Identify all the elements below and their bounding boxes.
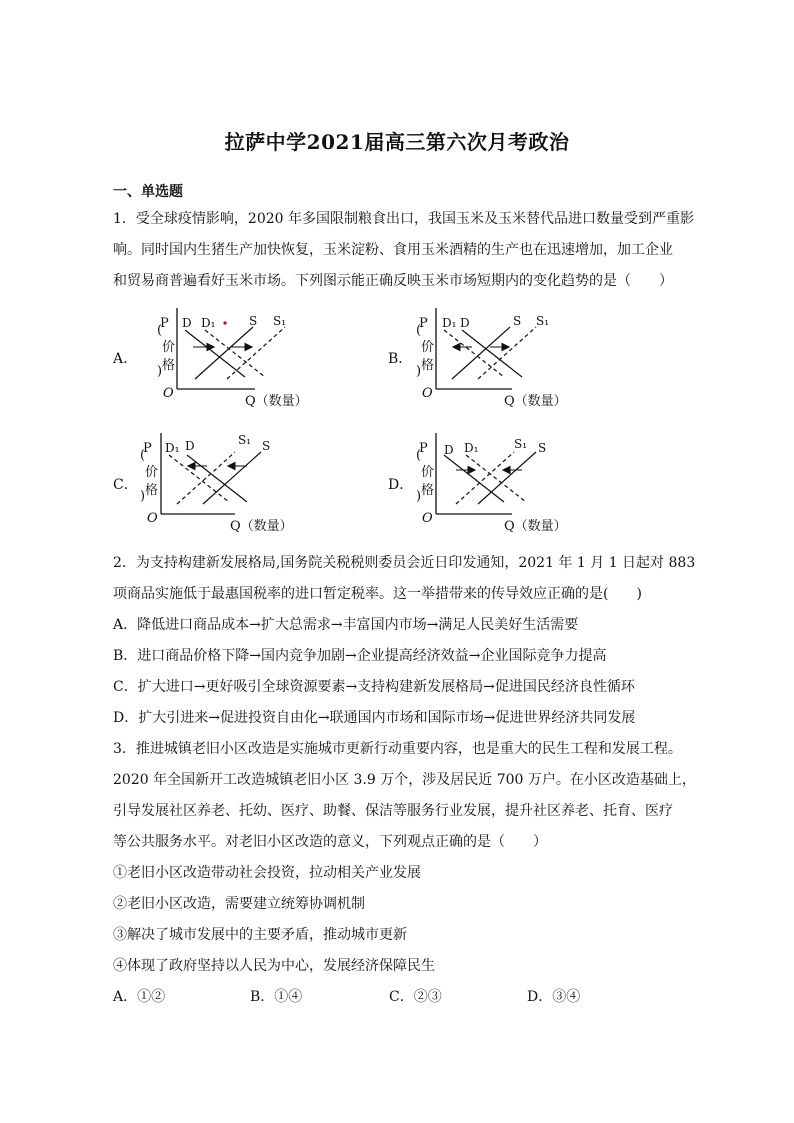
svg-text:格: 格 <box>421 483 435 498</box>
q1-line-2: 响。同时国内生猪生产加快恢复，玉米淀粉、食用玉米酒精的生产也在迅速增加，加工企业 <box>113 242 673 258</box>
q3-statement-1: ①老旧小区改造带动社会投资，拉动相关产业发展 <box>113 865 421 881</box>
q3-choice-d[interactable]: D．③④ <box>527 989 581 1005</box>
q3-line-4: 等公共服务水平。对老旧小区改造的意义，下列观点正确的是（ ） <box>113 834 547 850</box>
svg-text:D₁: D₁ <box>201 316 216 330</box>
svg-text:Q（数量）: Q（数量） <box>504 519 567 534</box>
svg-text:格: 格 <box>162 358 176 373</box>
q2-option-d[interactable]: D．扩大引进来→促进投资自由化→联通国内市场和国际市场→促进世界经济共同发展 <box>113 710 636 726</box>
svg-text:P: P <box>419 316 428 331</box>
svg-text:Q（数量）: Q（数量） <box>230 519 293 534</box>
q1-line-1: 1．受全球疫情影响，2020 年多国限制粮食出口，我国玉米及玉米替代品进口数量受到严重影 <box>113 211 694 227</box>
svg-text:S: S <box>262 439 271 453</box>
q1-option-b-label[interactable]: B． <box>388 351 413 367</box>
q3-line-3: 引导发展社区养老、托幼、医疗、助餐、保洁等服务行业发展，提升社区养老、托育、医疗 <box>113 803 673 819</box>
svg-text:S: S <box>513 314 522 328</box>
svg-text:(: ( <box>416 448 422 463</box>
q2-line-2: 项商品实施低于最惠国税率的进口暂定税率。这一举措带来的传导效应正确的是( ) <box>113 586 642 602</box>
page-title: 拉萨中学2021届高三第六次月考政治 <box>224 130 570 154</box>
svg-text:O: O <box>147 511 158 526</box>
svg-text:(: ( <box>416 323 422 338</box>
svg-text:): ) <box>416 489 422 504</box>
svg-text:D: D <box>185 439 195 453</box>
svg-text:价: 价 <box>421 340 435 355</box>
q3-choice-b[interactable]: B．①④ <box>250 989 303 1005</box>
q1-option-d-label[interactable]: D． <box>388 477 414 493</box>
q3-statement-2: ②老旧小区改造，需要建立统筹协调机制 <box>113 896 365 912</box>
svg-text:(: ( <box>140 448 146 463</box>
q1-graph-a[interactable] <box>145 305 320 413</box>
svg-text:S₁: S₁ <box>273 314 287 328</box>
svg-text:O: O <box>422 511 433 526</box>
svg-text:D: D <box>182 316 192 330</box>
q1-graph-c[interactable] <box>135 430 310 538</box>
svg-text:格: 格 <box>421 358 435 373</box>
svg-text:O: O <box>422 386 433 401</box>
svg-text:价: 价 <box>421 465 435 480</box>
svg-text:S₁: S₁ <box>238 433 252 447</box>
svg-text:S₁: S₁ <box>536 314 550 328</box>
q1-graph-d[interactable] <box>412 430 587 538</box>
svg-text:D₁: D₁ <box>464 441 479 455</box>
q3-choice-c[interactable]: C．②③ <box>389 989 442 1005</box>
svg-text:S: S <box>538 441 547 455</box>
svg-text:O: O <box>163 386 174 401</box>
svg-text:P: P <box>160 316 169 331</box>
svg-text:): ) <box>157 364 163 379</box>
q3-statement-4: ④体现了政府坚持以人民为中心，发展经济保障民生 <box>113 958 435 974</box>
q2-line-1: 2．为支持构建新发展格局,国务院关税税则委员会近日印发通知，2021 年 1 月 1 日起对 883 <box>113 555 696 571</box>
svg-text:P: P <box>143 441 152 456</box>
svg-text:D: D <box>460 316 470 330</box>
svg-text:S₁: S₁ <box>514 437 528 451</box>
q3-line-1: 3．推进城镇老旧小区改造是实施城市更新行动重要内容，也是重大的民生工程和发展工程。 <box>113 741 682 757</box>
q2-option-c[interactable]: C．扩大进口→更好吸引全球资源要素→支持构建新发展格局→促进国民经济良性循环 <box>113 679 635 695</box>
svg-text:D: D <box>444 443 454 457</box>
q1-option-a-label[interactable]: A． <box>113 351 138 367</box>
q2-option-a[interactable]: A．降低进口商品成本→扩大总需求→丰富国内市场→满足人民美好生活需要 <box>113 617 579 633</box>
svg-text:格: 格 <box>145 483 159 498</box>
q1-line-3: 和贸易商普遍看好玉米市场。下列图示能正确反映玉米市场短期内的变化趋势的是（ ） <box>113 273 673 289</box>
svg-text:S: S <box>249 314 258 328</box>
svg-text:D₁: D₁ <box>165 441 180 455</box>
svg-text:D₁: D₁ <box>442 316 457 330</box>
svg-text:P: P <box>419 441 428 456</box>
q1-graph-b[interactable] <box>412 305 587 413</box>
svg-text:Q（数量）: Q（数量） <box>245 394 308 409</box>
svg-text:): ) <box>140 489 146 504</box>
svg-text:价: 价 <box>145 465 159 480</box>
svg-text:Q（数量）: Q（数量） <box>504 394 567 409</box>
q1-option-c-label[interactable]: C． <box>113 477 138 493</box>
svg-text:价: 价 <box>162 340 176 355</box>
section-heading: 一、单选题 <box>113 184 183 200</box>
svg-text:): ) <box>416 364 422 379</box>
q2-option-b[interactable]: B．进口商品价格下降→国内竞争加剧→企业提高经济效益→企业国际竞争力提高 <box>113 648 607 664</box>
q3-line-2: 2020 年全国新开工改造城镇老旧小区 3.9 万个，涉及居民近 700 万户。在小区改造基础上， <box>113 772 696 788</box>
svg-text:(: ( <box>157 323 163 338</box>
q3-choice-a[interactable]: A．①② <box>113 989 166 1005</box>
q3-statement-3: ③解决了城市发展中的主要矛盾，推动城市更新 <box>113 927 407 943</box>
